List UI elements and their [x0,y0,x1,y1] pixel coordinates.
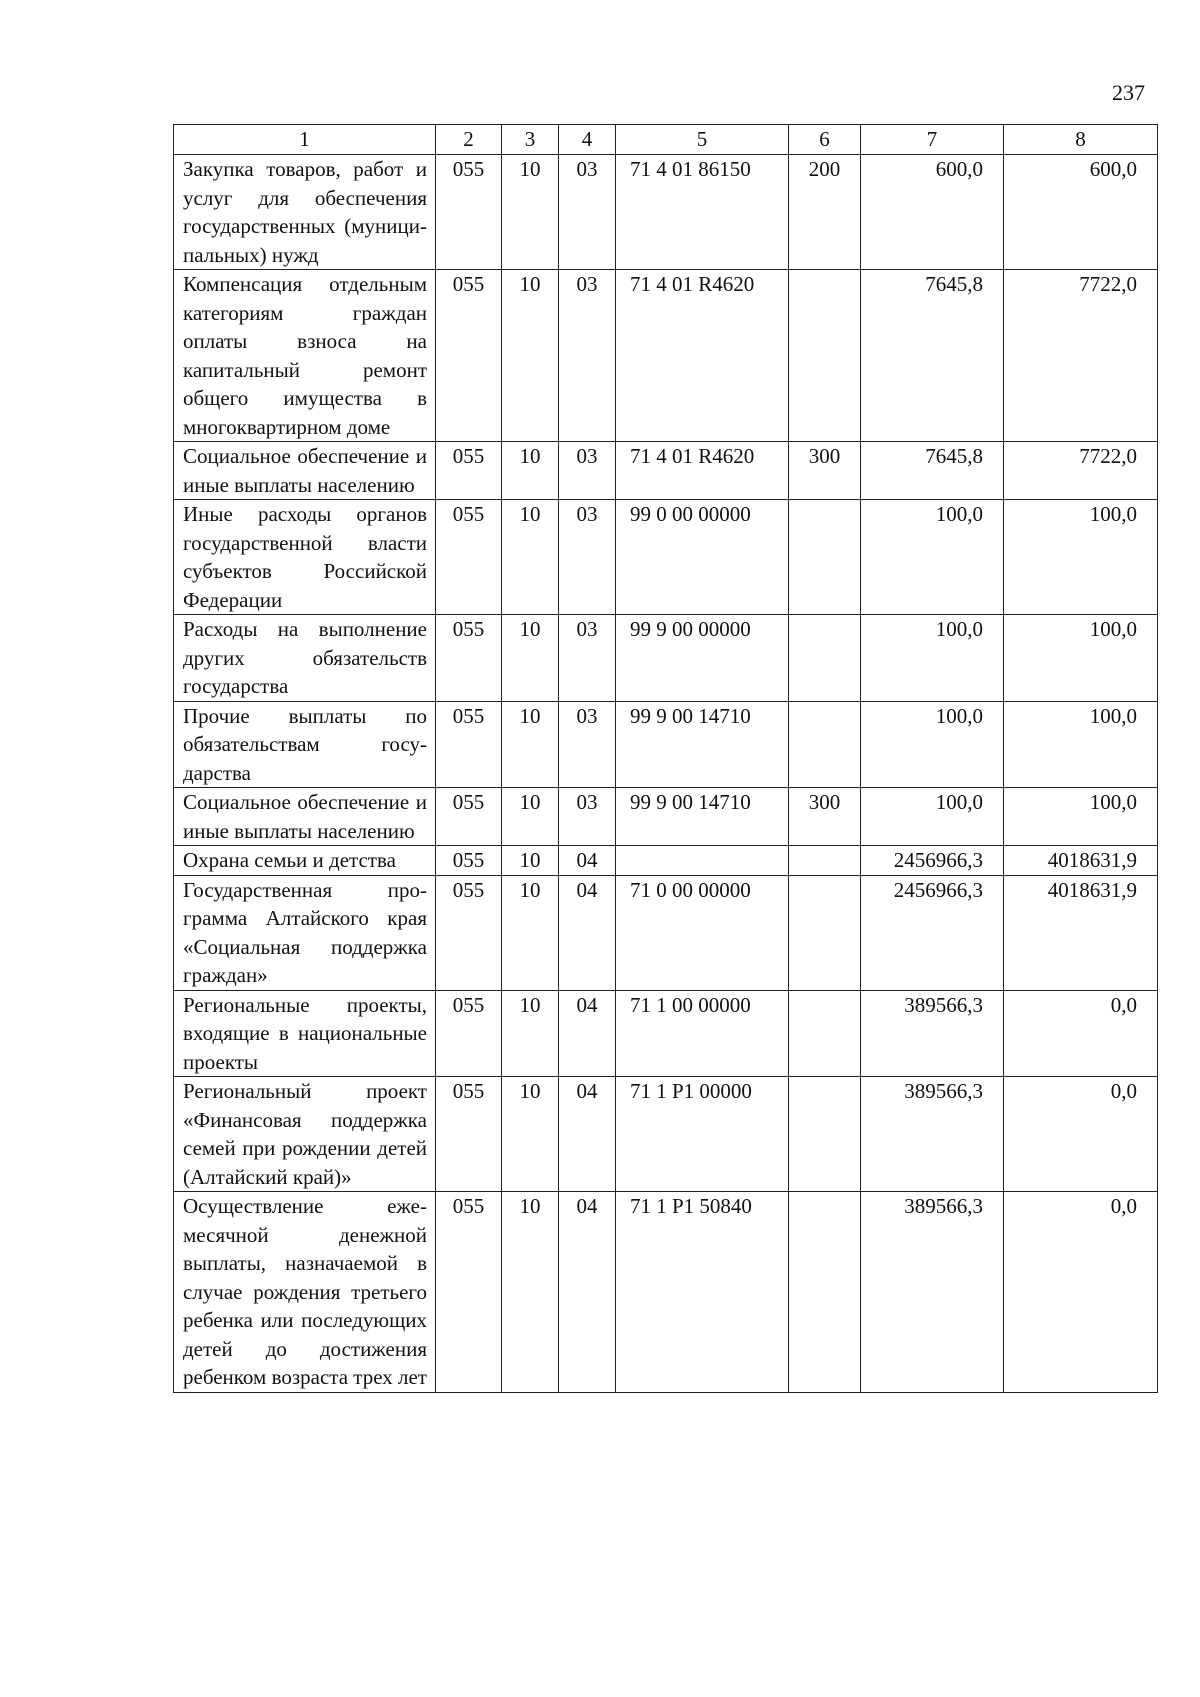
ministry-code: 055 [436,442,502,500]
expense-type-code [789,990,861,1077]
section-code: 10 [502,500,559,615]
subsection-code: 04 [559,990,616,1077]
amount-col-7: 100,0 [861,500,1004,615]
subsection-code: 04 [559,846,616,876]
expense-type-code: 200 [789,155,861,270]
header-col-2: 2 [436,125,502,155]
amount-col-8: 7722,0 [1004,442,1158,500]
amount-col-7: 100,0 [861,788,1004,846]
table-row [174,442,1158,500]
subsection-code: 03 [559,500,616,615]
amount-col-7: 7645,8 [861,442,1004,500]
expense-name: Социальное обеспечение и иные выплаты населению [174,442,436,500]
ministry-code: 055 [436,1077,502,1192]
table-header [174,125,1158,155]
expense-name: Социальное обеспечение и иные выплаты населению [174,788,436,846]
amount-col-8: 100,0 [1004,615,1158,702]
expense-name: Иные расходы органов государственной власти субъектов Российской Федерации [174,500,436,615]
header-col-8: 8 [1004,125,1158,155]
expense-name: Прочие выплаты по обязательствам государства [174,701,436,788]
subsection-code: 04 [559,875,616,990]
subsection-code: 04 [559,1077,616,1192]
amount-col-7: 389566,3 [861,1077,1004,1192]
table-row [174,155,1158,270]
expense-type-code [789,1192,861,1393]
section-code: 10 [502,990,559,1077]
section-code: 10 [502,701,559,788]
expense-type-code [789,615,861,702]
target-article-code [616,846,789,876]
table-body [174,155,1158,1393]
header-col-5: 5 [616,125,789,155]
amount-col-8: 0,0 [1004,1192,1158,1393]
expense-type-code [789,1077,861,1192]
amount-col-8: 100,0 [1004,701,1158,788]
table-row [174,701,1158,788]
header-col-7: 7 [861,125,1004,155]
header-col-4: 4 [559,125,616,155]
table-row [174,615,1158,702]
target-article-code: 99 9 00 14710 [616,788,789,846]
target-article-code: 99 0 00 00000 [616,500,789,615]
amount-col-7: 100,0 [861,615,1004,702]
amount-col-7: 100,0 [861,701,1004,788]
header-col-1: 1 [174,125,436,155]
ministry-code: 055 [436,155,502,270]
target-article-code: 71 4 01 R4620 [616,270,789,442]
target-article-code: 71 1 P1 50840 [616,1192,789,1393]
target-article-code: 71 4 01 86150 [616,155,789,270]
ministry-code: 055 [436,1192,502,1393]
amount-col-7: 389566,3 [861,1192,1004,1393]
amount-col-8: 4018631,9 [1004,875,1158,990]
amount-col-8: 7722,0 [1004,270,1158,442]
ministry-code: 055 [436,270,502,442]
expense-name: Региональный проект «Финансовая поддержка семей при рождении детей (Алтайский край)» [174,1077,436,1192]
target-article-code: 71 1 00 00000 [616,990,789,1077]
target-article-code: 71 0 00 00000 [616,875,789,990]
target-article-code: 99 9 00 14710 [616,701,789,788]
ministry-code: 055 [436,701,502,788]
expense-type-code [789,270,861,442]
amount-col-8: 0,0 [1004,1077,1158,1192]
expense-type-code [789,875,861,990]
header-row [174,125,1158,155]
budget-table [173,124,1158,1393]
amount-col-7: 2456966,3 [861,875,1004,990]
expense-type-code [789,500,861,615]
ministry-code: 055 [436,788,502,846]
amount-col-7: 2456966,3 [861,846,1004,876]
expense-type-code [789,701,861,788]
target-article-code: 71 4 01 R4620 [616,442,789,500]
section-code: 10 [502,788,559,846]
target-article-code: 71 1 P1 00000 [616,1077,789,1192]
ministry-code: 055 [436,990,502,1077]
ministry-code: 055 [436,500,502,615]
section-code: 10 [502,270,559,442]
ministry-code: 055 [436,615,502,702]
ministry-code: 055 [436,846,502,876]
subsection-code: 03 [559,155,616,270]
subsection-code: 03 [559,442,616,500]
expense-type-code: 300 [789,788,861,846]
amount-col-8: 600,0 [1004,155,1158,270]
section-code: 10 [502,846,559,876]
ministry-code: 055 [436,875,502,990]
table-row [174,846,1158,876]
amount-col-7: 7645,8 [861,270,1004,442]
amount-col-8: 0,0 [1004,990,1158,1077]
subsection-code: 03 [559,701,616,788]
expense-type-code: 300 [789,442,861,500]
expense-name: Расходы на выполнение других обязательств государства [174,615,436,702]
target-article-code: 99 9 00 00000 [616,615,789,702]
header-col-6: 6 [789,125,861,155]
table-row [174,788,1158,846]
table-row [174,270,1158,442]
section-code: 10 [502,1077,559,1192]
expense-name: Компенсация отдельным категориям граждан оплаты взноса на капитальный ремонт общего имущества в многоквартирном доме [174,270,436,442]
expense-name: Охрана семьи и детства [174,846,436,876]
expense-type-code [789,846,861,876]
amount-col-8: 100,0 [1004,500,1158,615]
expense-name: Региональные проекты, входящие в национальные проекты [174,990,436,1077]
table-row [174,1192,1158,1393]
amount-col-8: 4018631,9 [1004,846,1158,876]
page-number: 237 [1112,80,1145,105]
section-code: 10 [502,1192,559,1393]
expense-name: Закупка товаров, работ и услуг для обеспечения государственных (муниципальных) нужд [174,155,436,270]
header-col-3: 3 [502,125,559,155]
expense-name: Осуществление ежемесячной денежной выплаты, назначаемой в случае рождения третьего ребенка или последующих детей до достижения ребенком возраста трех лет [174,1192,436,1393]
table-row [174,1077,1158,1192]
section-code: 10 [502,615,559,702]
section-code: 10 [502,155,559,270]
section-code: 10 [502,442,559,500]
table-row [174,500,1158,615]
subsection-code: 03 [559,788,616,846]
amount-col-7: 600,0 [861,155,1004,270]
amount-col-7: 389566,3 [861,990,1004,1077]
expense-name: Государственная программа Алтайского края «Социальная поддержка граждан» [174,875,436,990]
amount-col-8: 100,0 [1004,788,1158,846]
section-code: 10 [502,875,559,990]
subsection-code: 03 [559,270,616,442]
table-row [174,990,1158,1077]
table-row [174,875,1158,990]
subsection-code: 03 [559,615,616,702]
subsection-code: 04 [559,1192,616,1393]
